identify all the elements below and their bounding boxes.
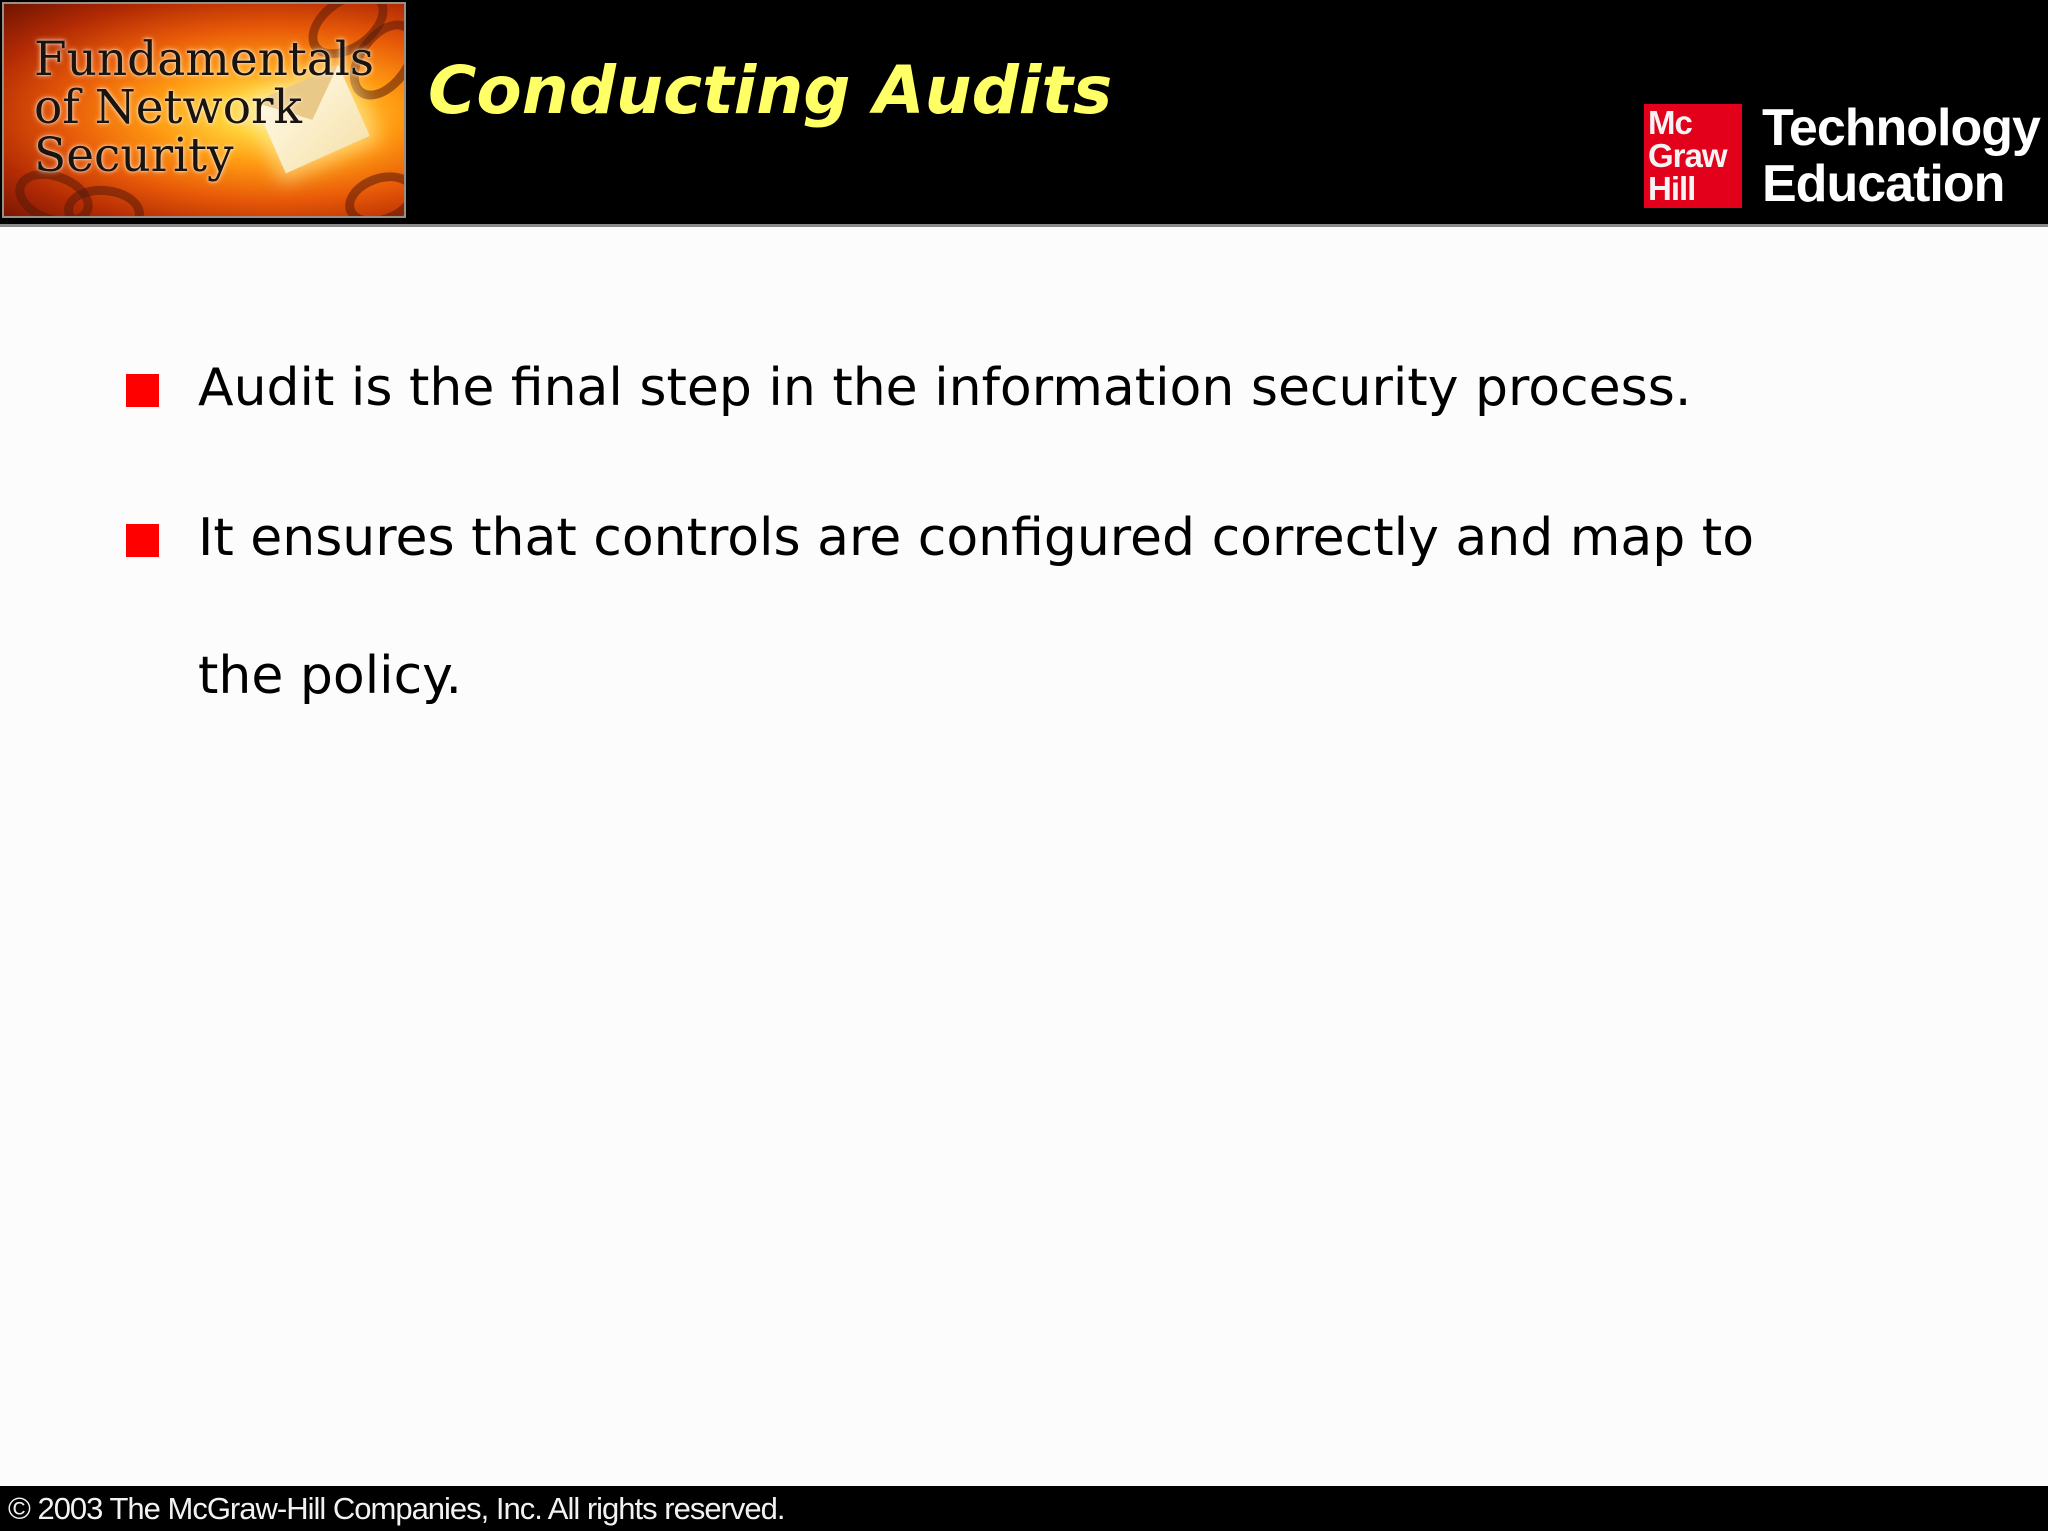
publisher-name bbox=[1762, 100, 2040, 212]
slide-title: Conducting Audits bbox=[428, 52, 1113, 129]
bullet-square-icon bbox=[126, 524, 159, 557]
book-title-line-1: Fundamentals bbox=[34, 32, 374, 87]
publisher-name-line-1: Technology bbox=[1762, 99, 2040, 157]
slide-header bbox=[0, 0, 2048, 227]
bullet-item-2-text-line-2: the policy. bbox=[198, 646, 463, 706]
bullet-item-2-text-line-1: It ensures that controls are configured correctly and map to bbox=[198, 508, 1755, 568]
chain-link-decoration bbox=[338, 163, 406, 218]
slide-footer bbox=[0, 1486, 2048, 1531]
bullet-square-icon bbox=[126, 374, 159, 407]
mark-line-1: Mc bbox=[1648, 104, 1692, 141]
bullet-item-1-text: Audit is the final step in the information security process. bbox=[198, 358, 1692, 418]
book-title-line-2: of Network bbox=[34, 80, 302, 135]
book-title-line-3: Security bbox=[34, 128, 234, 183]
mcgraw-hill-mark bbox=[1644, 104, 1742, 208]
book-cover-logo bbox=[2, 2, 406, 218]
mark-line-2: Graw bbox=[1648, 137, 1727, 174]
publisher-name-line-2: Education bbox=[1762, 155, 2005, 213]
copyright-notice: © 2003 The McGraw-Hill Companies, Inc. All rights reserved. bbox=[8, 1491, 785, 1526]
mark-line-3: Hill bbox=[1648, 170, 1696, 207]
